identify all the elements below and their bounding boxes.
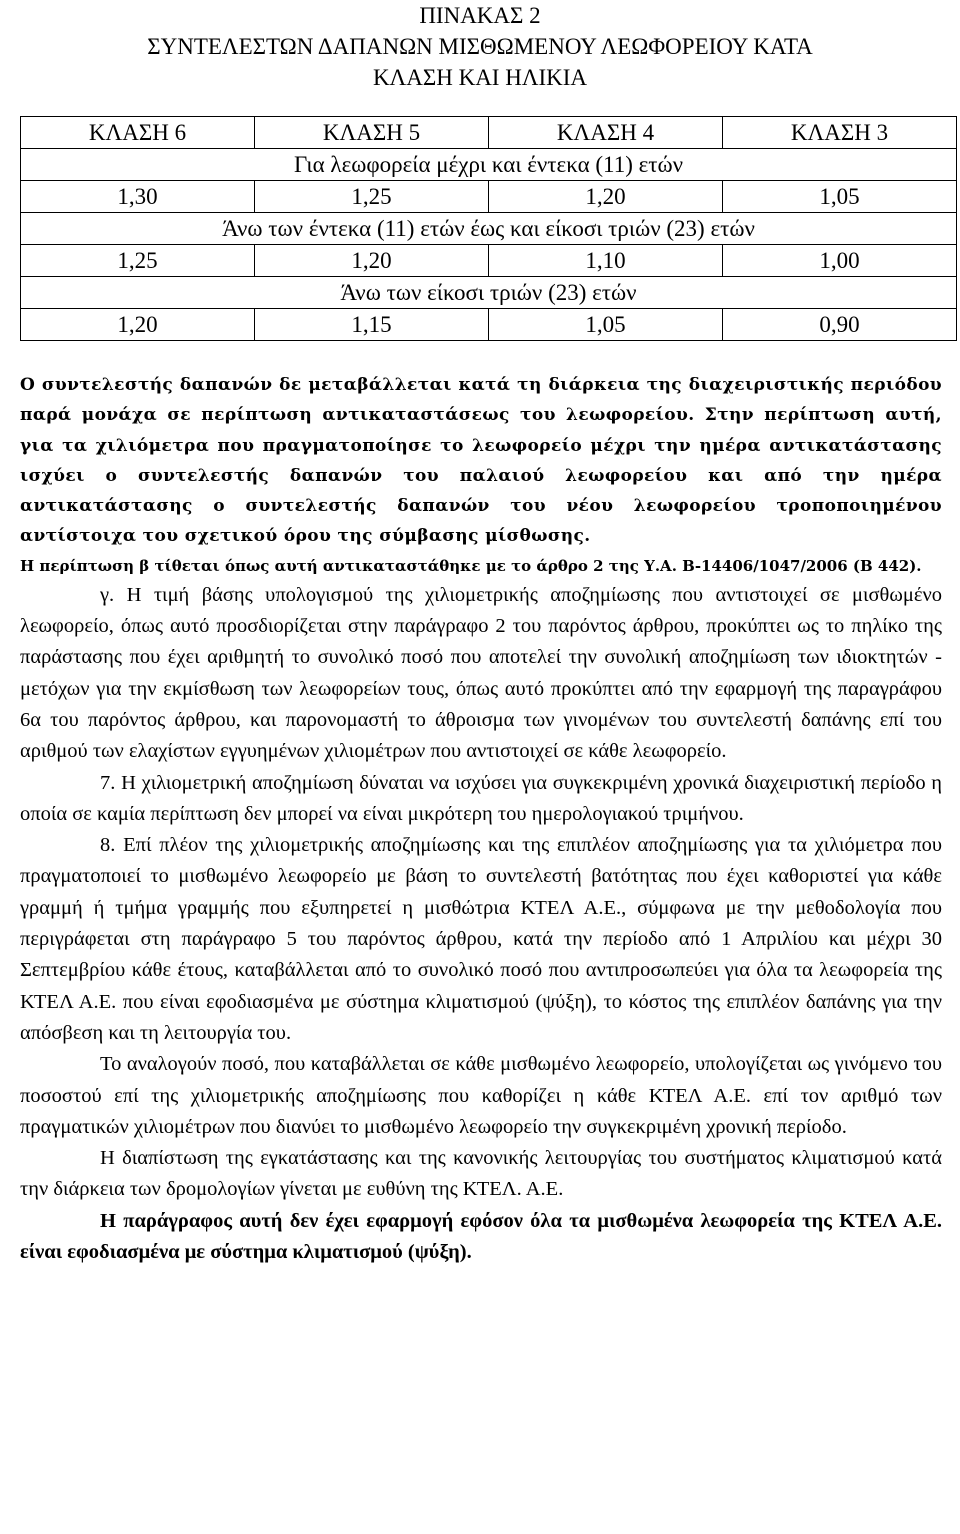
bold-paragraph: Ο συντελεστής δαπανών δε μεταβάλλεται κατά τη διάρκεια της διαχειριστικής περιόδου παρά μονάχα σε περίπτωση αντικαταστάσεως του λεωφορείου. Στην περίπτωση αυτή, για τα χιλιόμετρα που πραγματοποίησε το λεωφορείο μέχρι την ημέρα αντικατάστασης ισχύει ο συντελεστής δαπανών του παλαιού λεωφορείου και από την ημέρα αντικατάστασης ο συντελεστής δαπανών του νέου λεωφορείου τροποποιημένου αντίστοιχα του σχετικού όρου της σύμβασης μίσθωσης. — [20, 375, 942, 547]
header-cell: ΚΛΑΣΗ 6 — [21, 117, 255, 149]
group-label-row — [21, 213, 957, 245]
amendment-note: Η περίπτωση β τίθεται όπως αυτή αντικαταστάθηκε με το άρθρο 2 της Υ.Α. Β-14406/1047/2006 (Β 442). — [20, 556, 922, 575]
value-cell: 1,20 — [489, 181, 723, 213]
header-cell: ΚΛΑΣΗ 3 — [723, 117, 957, 149]
value-cell: 1,05 — [489, 309, 723, 341]
value-cell: 1,25 — [255, 181, 489, 213]
value-cell: 1,10 — [489, 245, 723, 277]
table-title — [0, 0, 960, 93]
value-cell: 1,20 — [21, 309, 255, 341]
document-body — [20, 370, 942, 1268]
value-cell: 1,05 — [723, 181, 957, 213]
header-cell: ΚΛΑΣΗ 4 — [489, 117, 723, 149]
group-label: Άνω των έντεκα (11) ετών έως και είκοσι τριών (23) ετών — [21, 213, 957, 245]
header-cell: ΚΛΑΣΗ 5 — [255, 117, 489, 149]
value-cell: 0,90 — [723, 309, 957, 341]
group-label: Για λεωφορεία μέχρι και έντεκα (11) ετών — [21, 149, 957, 181]
final-bold-paragraph: Η παράγραφος αυτή δεν έχει εφαρμογή εφόσον όλα τα μισθωμένα λεωφορεία της ΚΤΕΛ Α.Ε. είναι εφοδιασμένα με σύστημα κλιματισμού (ψύξη). — [20, 1209, 942, 1264]
paragraph-g: γ. Η τιμή βάσης υπολογισμού της χιλιομετρικής αποζημίωσης που αντιστοιχεί σε μισθωμένο λεωφορείο, όπως αυτό προσδιορίζεται στην παράγραφο 2 του παρόντος άρθρου, προκύπτει ως το πηλίκο της παράστασης που έχει αριθμητή το συνολικό ποσό που αποτελεί την συνολική αποζημίωση των ιδιοκτητών - μετόχων για την εκμίσθωση των λεωφορείων τους, όπως αυτό προκύπτει από την εφαρμογή της παραγράφου 6α του παρόντος άρθρου, και παρονομαστή το άθροισμα των γινομένων του συντελεστή δαπάνης επί του αριθμού των ελαχίστων εγγυημένων χιλιομέτρων που αντιστοιχεί σε κάθε λεωφορείο. — [20, 583, 942, 763]
table-row — [21, 245, 957, 277]
value-cell: 1,25 — [21, 245, 255, 277]
table-header-row — [21, 117, 957, 149]
paragraph-7: 7. Η χιλιομετρική αποζημίωση δύναται να ισχύσει για συγκεκριμένη χρονικά διαχειριστική περίοδο η οποία σε καμία περίπτωση δεν μπορεί να είναι μικρότερη του ημερολογιακού τριμήνου. — [20, 771, 942, 825]
group-label-row — [21, 149, 957, 181]
table-row — [21, 181, 957, 213]
paragraph-verification: Η διαπίστωση της εγκατάστασης και της κανονικής λειτουργίας του συστήματος κλιματισμού κατά την διάρκεια των δρομολογίων γίνεται με ευθύνη της ΚΤΕΛ. Α.Ε. — [20, 1147, 942, 1201]
group-label-row — [21, 277, 957, 309]
paragraph-8: 8. Επί πλέον της χιλιομετρικής αποζημίωσης και της επιπλέον αποζημίωσης για τα χιλιόμετρα που πραγματοποιεί το μισθωμένο λεωφορείο με βάση το συντελεστή βατότητας που έχει καθοριστεί για κάθε γραμμή ή τμήμα γραμμής που εξυπηρετεί η μισθώτρια ΚΤΕΛ Α.Ε., σύμφωνα με την μεθοδολογία που περιγράφεται στη παράγραφο 5 του παρόντος άρθρου, κατά την περίοδο από 1 Απριλίου και μέχρι 30 Σεπτεμβρίου κάθε έτους, καταβάλλεται από το συνολικό ποσό που αντιπροσωπεύει για όλα τα λεωφορεία της ΚΤΕΛ Α.Ε. που είναι εφοδιασμένα με σύστημα κλιματισμού (ψύξη), το κόστος της επιπλέον δαπάνης για την απόσβεση και τη λειτουργία του. — [20, 834, 942, 1044]
group-label: Άνω των είκοσι τριών (23) ετών — [21, 277, 957, 309]
title-line-3: ΚΛΑΣΗ ΚΑΙ ΗΛΙΚΙΑ — [372, 65, 588, 90]
value-cell: 1,30 — [21, 181, 255, 213]
value-cell: 1,00 — [723, 245, 957, 277]
title-line-1: ΠΙΝΑΚΑΣ 2 — [419, 3, 541, 28]
paragraph-analogous-amount: Το αναλογούν ποσό, που καταβάλλεται σε κάθε μισθωμένο λεωφορείο, υπολογίζεται ως γινόμενο του ποσοστού επί της χιλιομετρικής αποζημίωσης που καθορίζει η κάθε ΚΤΕΛ Α.Ε. επί τον αριθμό των πραγματικών χιλιομέτρων που διανύει το μισθωμένο λεωφορείο την συγκεκριμένη χρονική περίοδο. — [20, 1053, 942, 1138]
title-line-2: ΣΥΝΤΕΛΕΣΤΩΝ ΔΑΠΑΝΩΝ ΜΙΣΘΩΜΕΝΟΥ ΛΕΩΦΟΡΕΙΟΥ ΚΑΤΑ — [147, 34, 813, 59]
value-cell: 1,15 — [255, 309, 489, 341]
value-cell: 1,20 — [255, 245, 489, 277]
table-row — [21, 309, 957, 341]
coefficient-table — [20, 116, 957, 341]
